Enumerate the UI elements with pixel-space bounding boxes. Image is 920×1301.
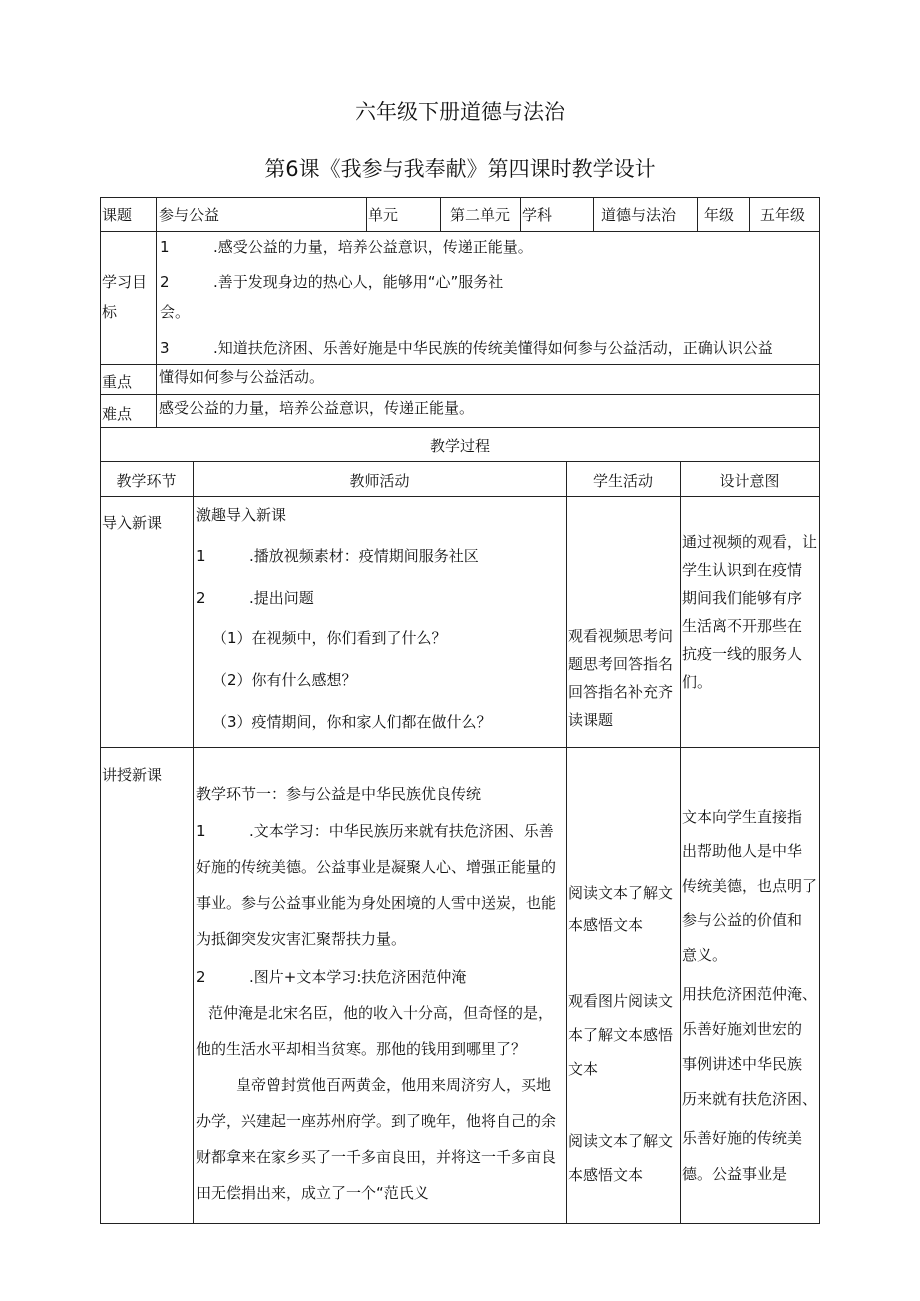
intro-teacher-line: .提出问题 — [249, 589, 314, 607]
teach-intent-line: 传统美德，也点明了 — [682, 877, 818, 895]
teach-teacher-line: 范仲淹是北宋名臣，他的收入十分高，但奇怪的是， — [208, 1004, 554, 1022]
intro-intent-line: 生活离不开那些在 — [682, 617, 803, 635]
goal-num: 3 — [160, 339, 170, 357]
difficulty-label: 难点 — [102, 405, 133, 423]
goals-label-line1: 学习目 — [102, 273, 148, 291]
goals-label-line2: 标 — [102, 303, 118, 321]
teach-teacher-line: 为抵御突发灾害汇聚帮扶力量。 — [196, 930, 407, 948]
intro-teacher-line: 激趣导入新课 — [196, 506, 287, 524]
unit-value: 第二单元 — [450, 206, 511, 224]
topic-value: 参与公益 — [159, 206, 220, 224]
intro-intent-line: 抗疫一线的服务人 — [682, 645, 803, 663]
teach-student-line: 本感悟文本 — [568, 1166, 644, 1184]
intro-teacher-line: .播放视频素材：疫情期间服务社区 — [249, 547, 479, 565]
goal-text: .感受公益的力量，培养公益意识，传递正能量。 — [213, 238, 533, 256]
teach-teacher-line: 财都拿来在家乡买了一千多亩良田，并将这一千多亩良 — [196, 1148, 557, 1166]
header-intent: 设计意图 — [719, 472, 780, 490]
teach-teacher-line: .图片+文本学习:扶危济困范仲淹 — [249, 968, 467, 986]
goal-text: 会。 — [160, 303, 191, 321]
header-stage: 教学环节 — [116, 472, 177, 490]
intro-teacher-line: （1）在视频中，你们看到了什么？ — [212, 629, 447, 647]
intro-intent-line: 学生认识到在疫情 — [682, 561, 803, 579]
unit-label: 单元 — [368, 206, 399, 224]
teach-teacher-line: 好施的传统美德。公益事业是凝聚人心、增强正能量的 — [196, 858, 557, 876]
teach-stage: 讲授新课 — [102, 766, 163, 784]
topic-label: 课题 — [102, 206, 133, 224]
grade-label: 年级 — [704, 206, 735, 224]
difficulty-text: 感受公益的力量，培养公益意识，传递正能量。 — [159, 399, 475, 417]
teach-intent-line: 用扶危济困范仲淹、 — [682, 985, 818, 1003]
teach-teacher-line: 教学环节一：参与公益是中华民族优良传统 — [196, 785, 482, 803]
teach-intent-line: 出帮助他人是中华 — [682, 842, 803, 860]
teach-student-line: 本了解文本感悟 — [568, 1026, 674, 1044]
teach-student-line: 本感悟文本 — [568, 916, 644, 934]
process-title: 教学过程 — [429, 437, 490, 455]
goal-text: .善于发现身边的热心人，能够用“心”服务社 — [213, 273, 504, 291]
teach-teacher-num: 1 — [196, 822, 206, 840]
intro-student-line: 观看视频思考问 — [568, 627, 674, 645]
goal-num: 2 — [160, 273, 170, 291]
teach-student-line: 文本 — [568, 1060, 599, 1078]
key-point-label: 重点 — [102, 373, 133, 391]
teach-intent-line: 乐善好施刘世宏的 — [682, 1020, 803, 1038]
goal-num: 1 — [160, 238, 170, 256]
intro-teacher-line: （3）疫情期间，你和家人们都在做什么？ — [212, 713, 492, 731]
teach-student-line: 观看图片阅读文 — [568, 992, 674, 1010]
teach-intent-line: 参与公益的价值和 — [682, 911, 803, 929]
teach-intent-line: 事例讲述中华民族 — [682, 1055, 803, 1073]
teach-teacher-line: 皇帝曾封赏他百两黄金，他用来周济穷人，买地 — [236, 1076, 552, 1094]
intro-student-line: 题思考回答指名 — [568, 655, 674, 673]
document-subtitle: 第6课《我参与我奉献》第四课时教学设计 — [264, 157, 656, 181]
teach-teacher-line: 办学，兴建起一座苏州府学。到了晚年，他将自己的余 — [196, 1112, 557, 1130]
intro-teacher-line: （2）你有什么感想？ — [212, 671, 357, 689]
intro-student-line: 读课题 — [568, 711, 614, 729]
teach-intent-line: 乐善好施的传统美 — [682, 1129, 803, 1147]
intro-teacher-num: 1 — [196, 547, 206, 565]
teach-teacher-line: 他的生活水平却相当贫寒。那他的钱用到哪里了？ — [196, 1040, 527, 1058]
teach-teacher-line: .文本学习：中华民族历来就有扶危济困、乐善 — [249, 822, 554, 840]
grade-value: 五年级 — [760, 206, 806, 224]
intro-intent-line: 期间我们能够有序 — [682, 589, 803, 607]
teach-intent-line: 文本向学生直接指 — [682, 808, 803, 826]
intro-intent-line: 通过视频的观看，让 — [682, 533, 818, 551]
intro-teacher-num: 2 — [196, 589, 206, 607]
intro-intent-line: 们。 — [682, 673, 713, 691]
intro-stage: 导入新课 — [102, 514, 163, 532]
teach-student-line: 阅读文本了解文 — [568, 884, 674, 902]
teach-intent-line: 德。公益事业是 — [682, 1165, 788, 1183]
teach-student-line: 阅读文本了解文 — [568, 1132, 674, 1150]
teach-intent-line: 历来就有扶危济困、 — [682, 1090, 818, 1108]
key-point-text: 懂得如何参与公益活动。 — [159, 368, 325, 386]
teach-teacher-line: 事业。参与公益事业能为身处困境的人雪中送炭，也能 — [196, 894, 557, 912]
teach-teacher-line: 田无偿捐出来，成立了一个“范氏义 — [196, 1184, 429, 1202]
goal-text: .知道扶危济困、乐善好施是中华民族的传统美懂得如何参与公益活动，正确认识公益 — [213, 339, 773, 357]
subject-value: 道德与法治 — [601, 206, 677, 224]
header-teacher: 教师活动 — [349, 472, 410, 490]
teach-intent-line: 意义。 — [682, 946, 728, 964]
subject-label: 学科 — [522, 206, 553, 224]
header-student: 学生活动 — [592, 472, 653, 490]
intro-student-line: 回答指名补充齐 — [568, 683, 674, 701]
document-title: 六年级下册道德与法治 — [355, 100, 565, 124]
teach-teacher-num: 2 — [196, 968, 206, 986]
